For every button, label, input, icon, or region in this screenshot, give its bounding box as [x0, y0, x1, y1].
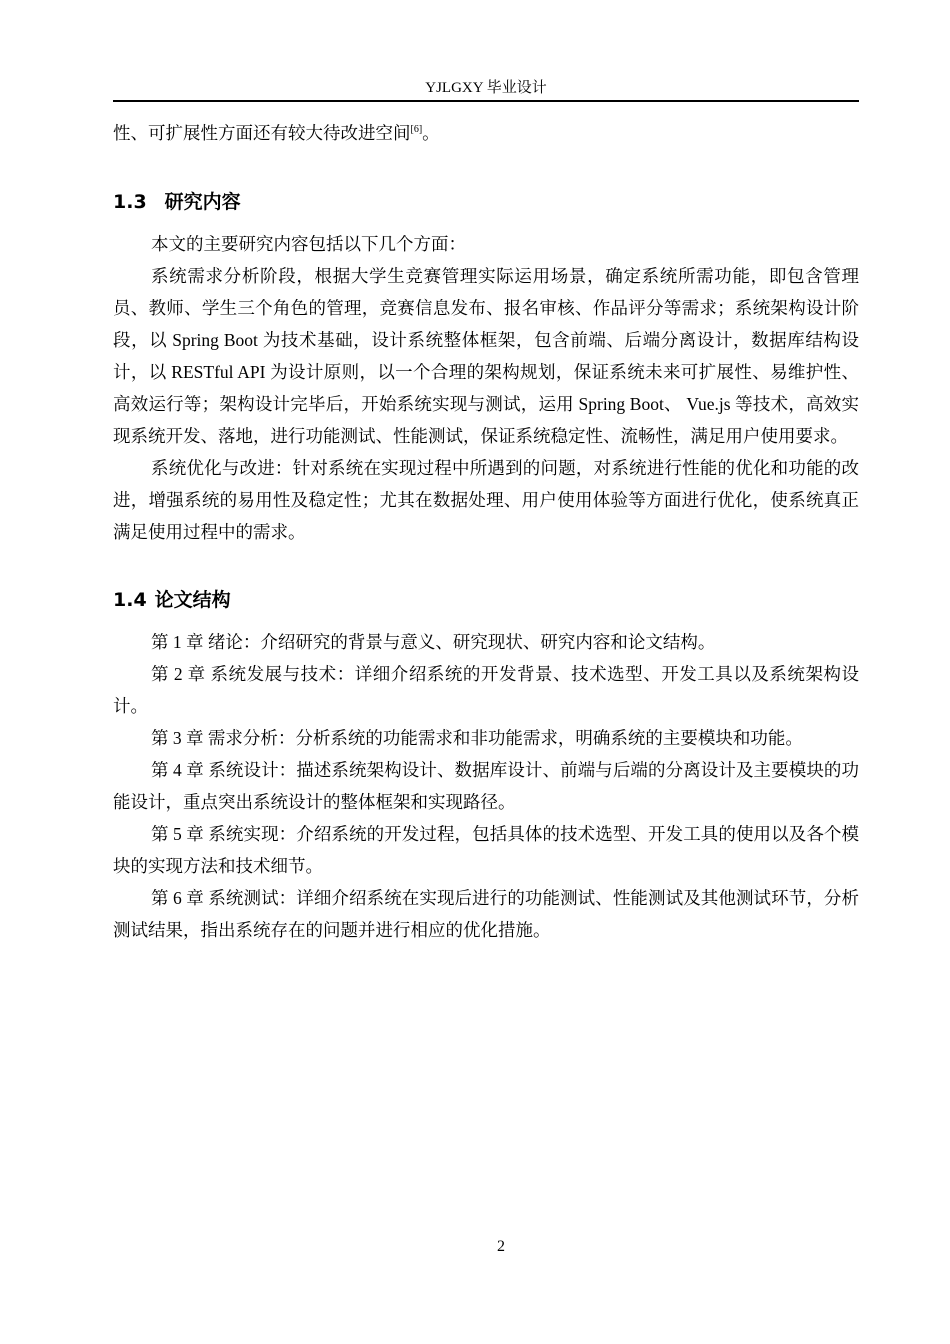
section-number: 1.4	[113, 589, 147, 611]
running-header: YJLGXY 毕业设计	[425, 80, 547, 96]
chapter-item: 第 3 章 需求分析：分析系统的功能需求和非功能需求，明确系统的主要模块和功能。	[151, 728, 803, 748]
paragraph: 系统需求分析阶段，根据大学生竞赛管理实际运用场景，确定系统所需功能，即包含管理员、教师、学生三个角色的管理，竞赛信息发布、报名审核、作品评分等需求；系统架构设计阶段，以 Spring Boot 为技术基础，设计系统整体框架，包含前端、后端分离设计，数据库结构设计，以 RESTful API 为设计原则，以一个合理的架构规划，保证系统未来可扩展性、易维护性、高效运行等；架构设计完毕后，开始系统实现与测试，运用 Spring Boot、 Vue.js 等技术，高效实现系统开发、落地，进行功能测试、性能测试，保证系统稳定性、流畅性，满足用户使用要求。	[113, 266, 859, 446]
section-heading-1-3	[113, 186, 859, 218]
citation-ref: [6]	[410, 124, 423, 135]
page-number: 2	[497, 1238, 505, 1255]
section-heading-1-4	[113, 584, 859, 616]
page-body	[113, 117, 859, 946]
continuation-text: 性、可扩展性方面还有较大待改进空间	[113, 123, 411, 143]
paragraph: 系统优化与改进：针对系统在实现过程中所遇到的问题，对系统进行性能的优化和功能的改进，增强系统的易用性及稳定性；尤其在数据处理、用户使用体验等方面进行优化，使系统真正满足使用过程中的需求。	[113, 458, 859, 542]
chapter-item: 第 6 章 系统测试：详细介绍系统在实现后进行的功能测试、性能测试及其他测试环节，分析测试结果，指出系统存在的问题并进行相应的优化措施。	[113, 888, 859, 940]
section-title: 研究内容	[164, 191, 241, 213]
continuation-tail: 。	[422, 123, 440, 143]
chapter-item: 第 4 章 系统设计：描述系统架构设计、数据库设计、前端与后端的分离设计及主要模块的功能设计，重点突出系统设计的整体框架和实现路径。	[113, 760, 859, 812]
header-rule	[113, 100, 859, 102]
continuation-paragraph	[113, 117, 859, 149]
chapter-item: 第 5 章 系统实现：介绍系统的开发过程，包括具体的技术选型、开发工具的使用以及各个模块的实现方法和技术细节。	[113, 824, 859, 876]
chapter-item: 第 2 章 系统发展与技术：详细介绍系统的开发背景、技术选型、开发工具以及系统架构设计。	[113, 664, 859, 716]
chapter-item: 第 1 章 绪论：介绍研究的背景与意义、研究现状、研究内容和论文结构。	[151, 632, 716, 652]
section-number: 1.3	[113, 191, 147, 213]
section-title: 论文结构	[154, 589, 231, 611]
paragraph: 本文的主要研究内容包括以下几个方面：	[151, 234, 466, 254]
